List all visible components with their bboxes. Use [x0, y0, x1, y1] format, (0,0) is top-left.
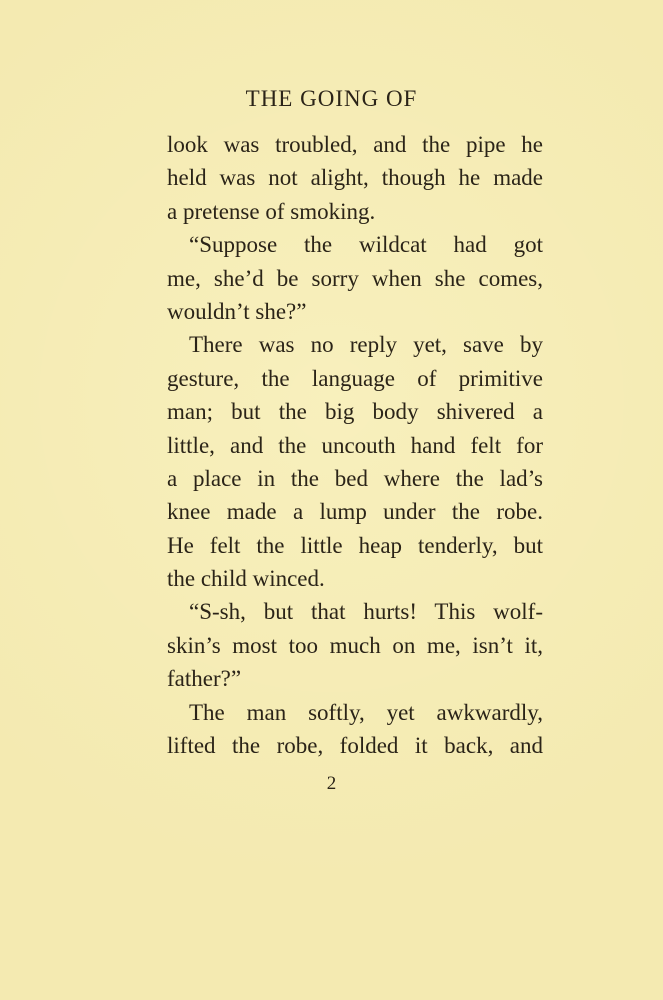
- text-line: look was troubled, and the pipe he: [167, 132, 543, 157]
- text-line: gesture, the language of primitive: [167, 365, 543, 391]
- text-line: He felt the little heap tenderly, but: [167, 532, 543, 558]
- text-line: “Suppose the wildcat had got: [189, 232, 543, 258]
- text-line: lifted the robe, folded it back, and: [167, 733, 543, 759]
- text-line: There was no reply yet, save by: [189, 332, 543, 358]
- text-line: wouldn’t she?”: [167, 298, 307, 324]
- text-line: me, she’d be sorry when she comes,: [167, 265, 543, 291]
- text-line: a pretense of smoking.: [167, 198, 376, 224]
- text-line: knee made a lump under the robe.: [167, 499, 543, 525]
- text-line: held was not alight, though he made: [167, 165, 543, 191]
- text-line: “S-sh, but that hurts! This wolf-: [189, 599, 543, 625]
- text-line: little, and the uncouth hand felt for: [167, 432, 543, 458]
- text-line: man; but the big body shivered a: [167, 399, 543, 425]
- running-head: THE GOING OF: [245, 86, 418, 111]
- page-number: 2: [326, 773, 337, 794]
- text-line: skin’s most too much on me, isn’t it,: [167, 632, 543, 658]
- text-line: a place in the bed where the lad’s: [167, 465, 543, 491]
- body-text: [167, 128, 543, 762]
- text-line: The man softly, yet awkwardly,: [189, 699, 543, 725]
- text-line: the child winced.: [167, 566, 325, 592]
- text-line: father?”: [167, 666, 242, 692]
